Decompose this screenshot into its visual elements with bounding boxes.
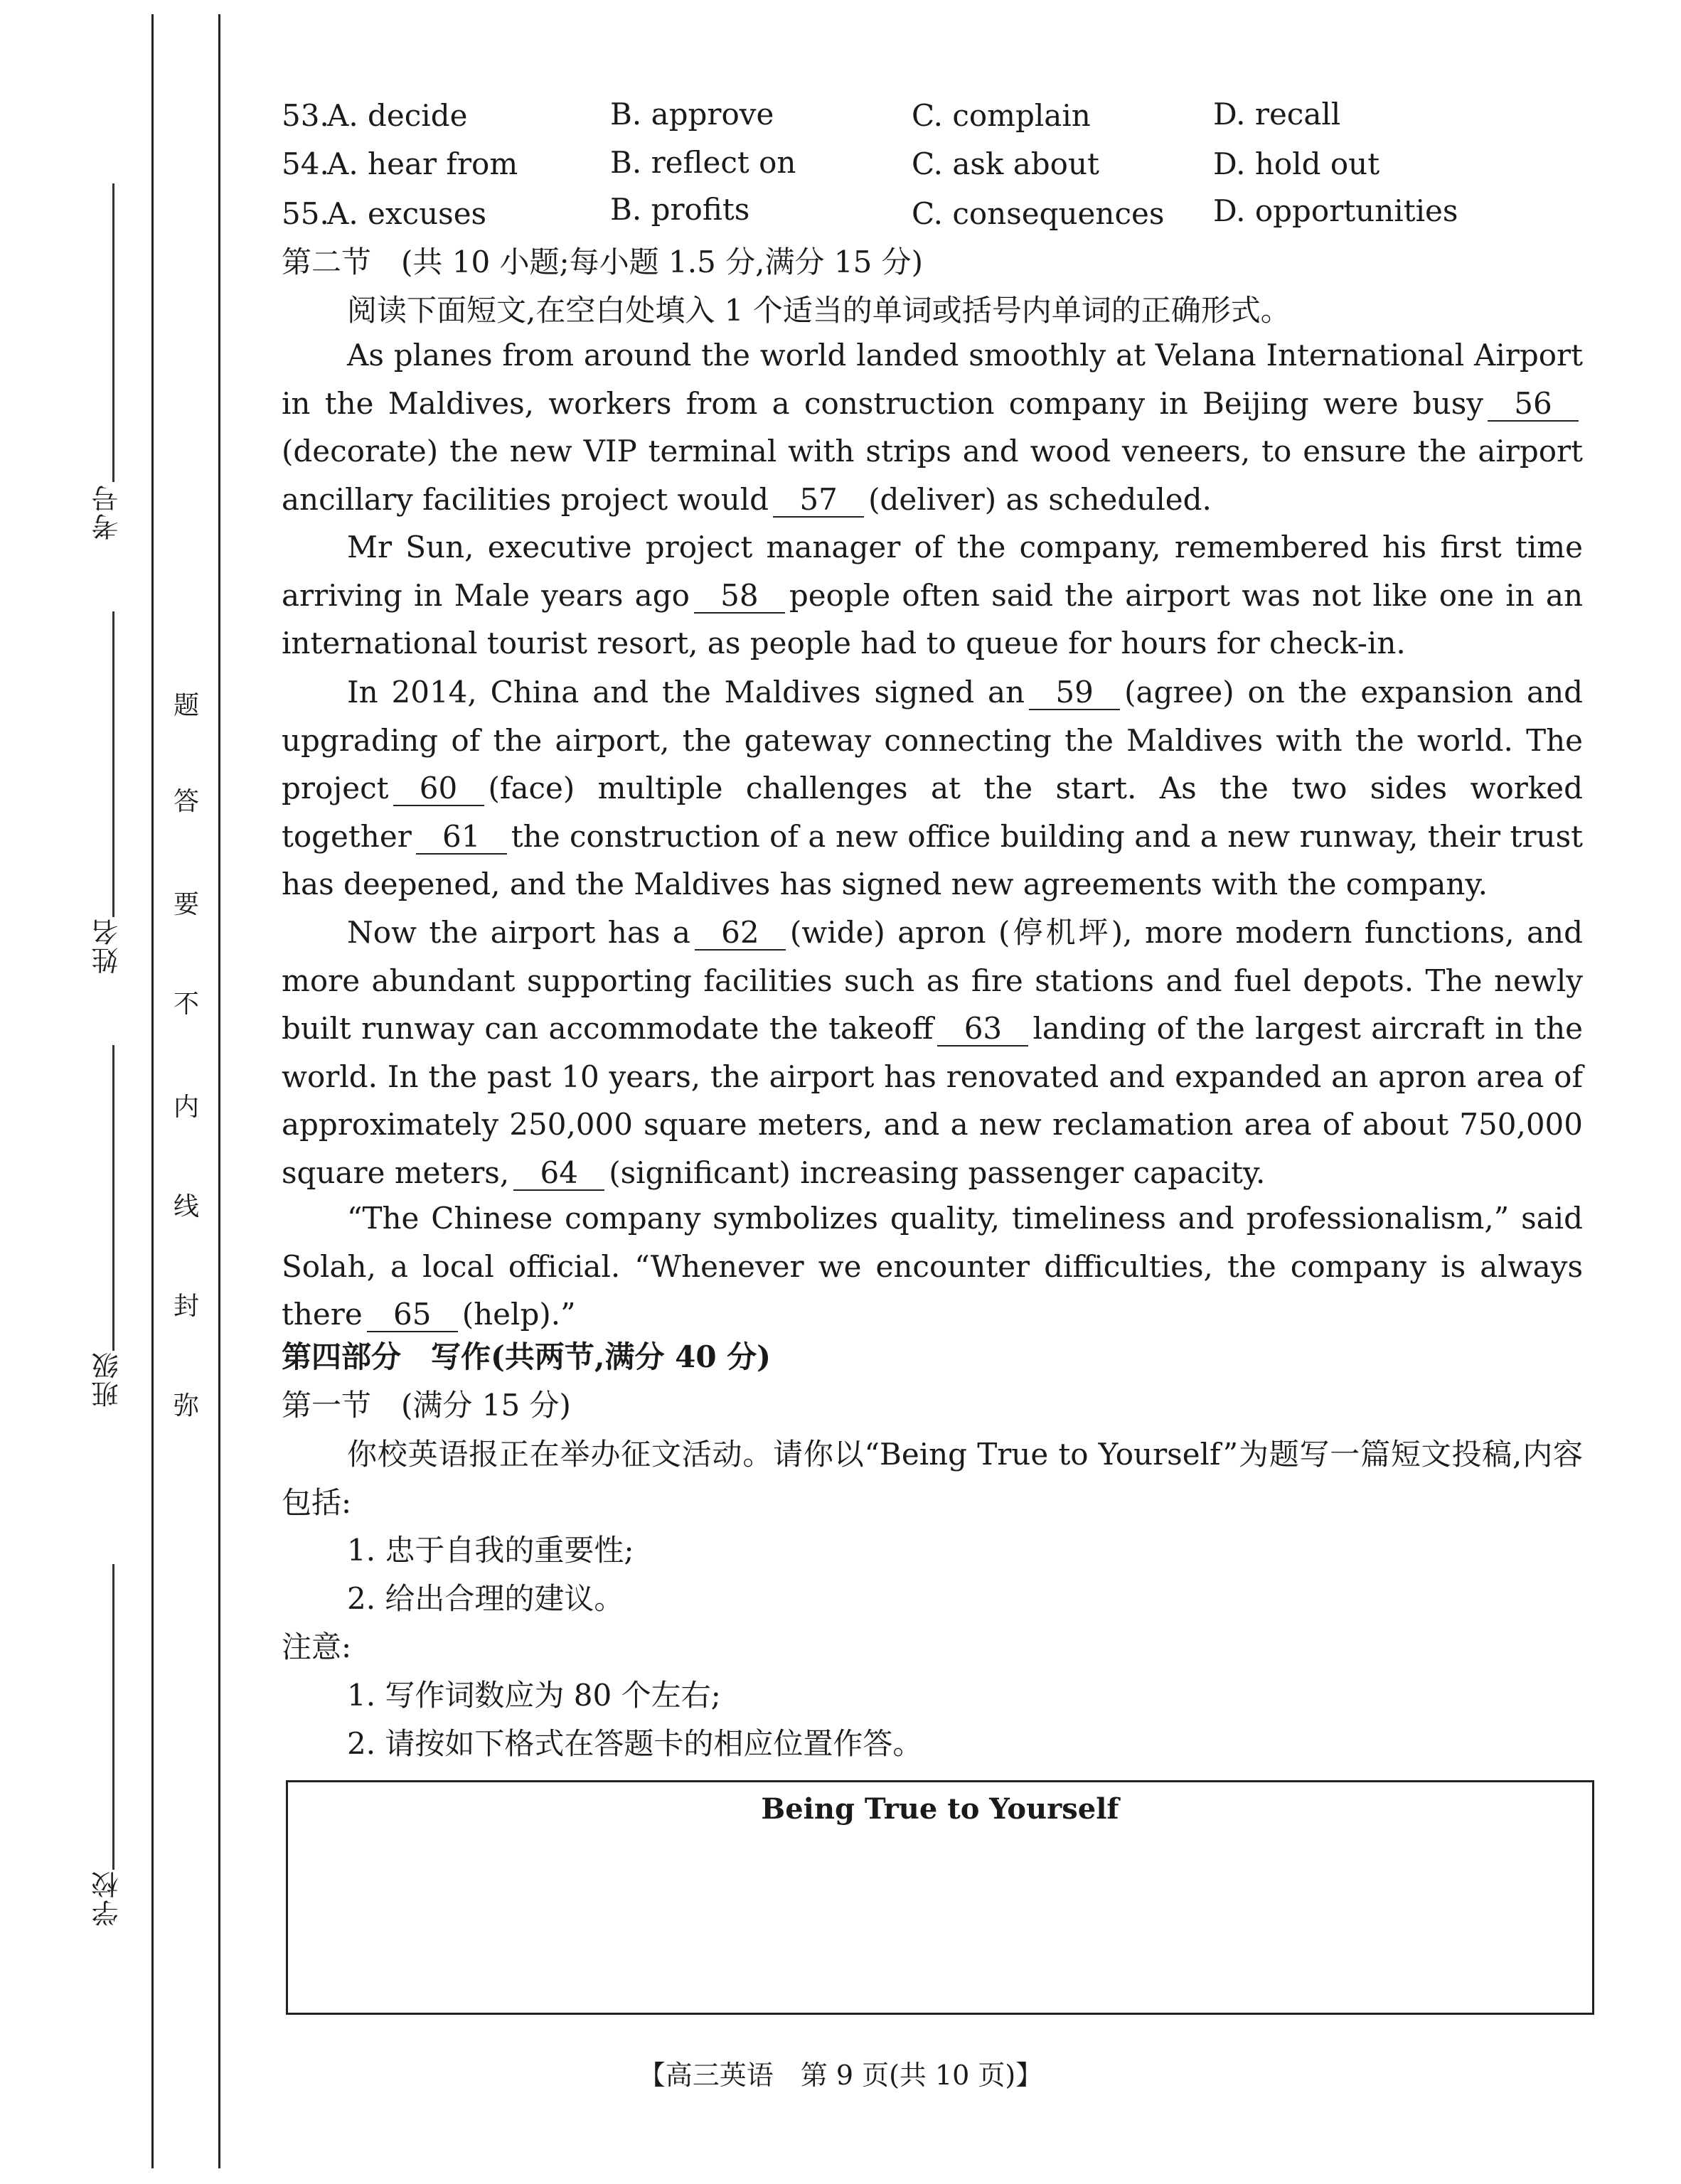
seal-char: 不 [173,990,199,1019]
margin-line-right [218,14,220,2168]
blank-62[interactable]: 62 [695,916,786,951]
writing-prompt: 你校英语报正在举办征文活动。请你以“Being True to Yourself”为题写一篇短文投稿,内容包括: [282,1437,1583,1520]
seal-char: 封 [173,1292,199,1321]
note-item-2: 2. 请按如下格式在答题卡的相应位置作答。 [347,1726,923,1761]
name-line [112,611,114,917]
seal-char: 线 [173,1192,199,1221]
option-c: C. consequences [912,196,1165,231]
name-label: 姓名 [92,917,123,974]
school-line [112,1564,114,1870]
passage-text: the construction of a new office building and a new runway, their trust has deepened, and the Maldives has signed new agreements with the company. [282,818,1583,901]
passage-text: (deliver) as scheduled. [868,481,1212,517]
passage-paragraph-3 [282,668,1583,909]
blank-60[interactable]: 60 [393,772,484,806]
option-c: C. complain [912,98,1091,133]
essay-answer-box[interactable] [286,1780,1594,2015]
section-heading: 第二节 (共 10 小题;每小题 1.5 分,满分 15 分) [282,245,924,279]
blank-64[interactable]: 64 [513,1157,604,1191]
blank-58[interactable]: 58 [694,579,785,614]
option-a: A. hear from [327,146,518,181]
seal-char: 要 [173,890,199,919]
passage-paragraph-4 [282,909,1583,1197]
essay-title: Being True to Yourself [761,1792,1119,1826]
passage-text: Now the airport has a [347,915,690,950]
option-c: C. ask about [912,146,1099,181]
passage-paragraph-5 [282,1194,1583,1339]
instruction: 阅读下面短文,在空白处填入 1 个适当的单词或括号内单词的正确形式。 [347,293,1291,328]
option-a: A. decide [327,98,468,133]
seal-char: 答 [173,787,199,816]
option-d: D. hold out [1213,146,1380,181]
exam-number-line [112,183,114,482]
school-label: 学校 [92,1870,123,1927]
blank-56[interactable]: 56 [1488,387,1579,422]
option-d: D. recall [1213,97,1341,132]
question-number: 55. [282,196,329,231]
passage-text: As planes from around the world landed smoothly at Velana International Airport in the Maldives, workers from a construction company in Beijing were busy [282,338,1583,421]
question-number: 54. [282,146,329,181]
passage-text: landing of the largest aircraft in the world. In the past 10 years, the airport has renovated and expanded an apron area of approximately 250,000 square meters, and a new reclamation area of about 750,000 square meters, [282,1011,1583,1190]
passage-paragraph-2 [282,523,1583,668]
exam-number-label: 考号 [92,483,123,540]
requirement-item-1: 1. 忠于自我的重要性; [347,1533,634,1568]
margin-line-left [151,14,154,2168]
option-b: B. reflect on [610,145,796,180]
passage-text: In 2014, China and the Maldives signed an [347,675,1025,710]
seal-char: 题 [173,691,199,720]
option-b: B. approve [610,97,774,132]
note-label: 注意: [282,1629,352,1664]
passage-text: (decorate) the new VIP terminal with strips and wood veneers, to ensure the airport ancillary facilities project would [282,434,1583,517]
blank-63[interactable]: 63 [937,1012,1028,1046]
blank-59[interactable]: 59 [1029,676,1120,710]
passage-paragraph-1 [282,331,1583,523]
section1-heading: 第一节 (满分 15 分) [282,1388,571,1423]
passage-text: (significant) increasing passenger capacity. [609,1155,1266,1190]
class-line [112,1045,114,1351]
passage-text: (help).” [461,1297,576,1332]
passage-text: (wide) apron (停机坪), more modern functions, and more abundant supporting facilities such as fire stations and fuel depots. The newly built runway can accommodate the takeoff [282,915,1583,1046]
passage-text: “The Chinese company symbolizes quality, timeliness and professionalism,” said Solah, a local official. “Whenever we encounter difficulties, the company is always there [282,1201,1583,1332]
requirement-item-2: 2. 给出合理的建议。 [347,1581,624,1616]
option-a: A. excuses [327,196,487,231]
seal-char: 弥 [173,1391,199,1420]
option-b: B. profits [610,192,750,227]
passage-text: (agree) on the expansion and upgrading of the airport, the gateway connecting the Maldives with the world. The project [282,675,1583,805]
page-footer: 【高三英语 第 9 页(共 10 页)】 [638,2060,1043,2091]
blank-61[interactable]: 61 [416,820,507,855]
passage-text: Mr Sun, executive project manager of the company, remembered his first time arriving in Male years ago [282,530,1583,613]
question-number: 53. [282,98,329,133]
option-d: D. opportunities [1213,193,1458,228]
class-label: 班级 [92,1351,123,1408]
blank-65[interactable]: 65 [367,1298,458,1332]
passage-text: people often said the airport was not like one in an international tourist resort, as people had to queue for hours for check-in. [282,577,1584,660]
part4-heading: 第四部分 写作(共两节,满分 40 分) [282,1339,772,1374]
passage-text: (face) multiple challenges at the start. As the two sides worked together [282,771,1583,854]
note-item-1: 1. 写作词数应为 80 个左右; [347,1678,721,1713]
blank-57[interactable]: 57 [773,483,864,518]
seal-char: 内 [173,1093,199,1122]
